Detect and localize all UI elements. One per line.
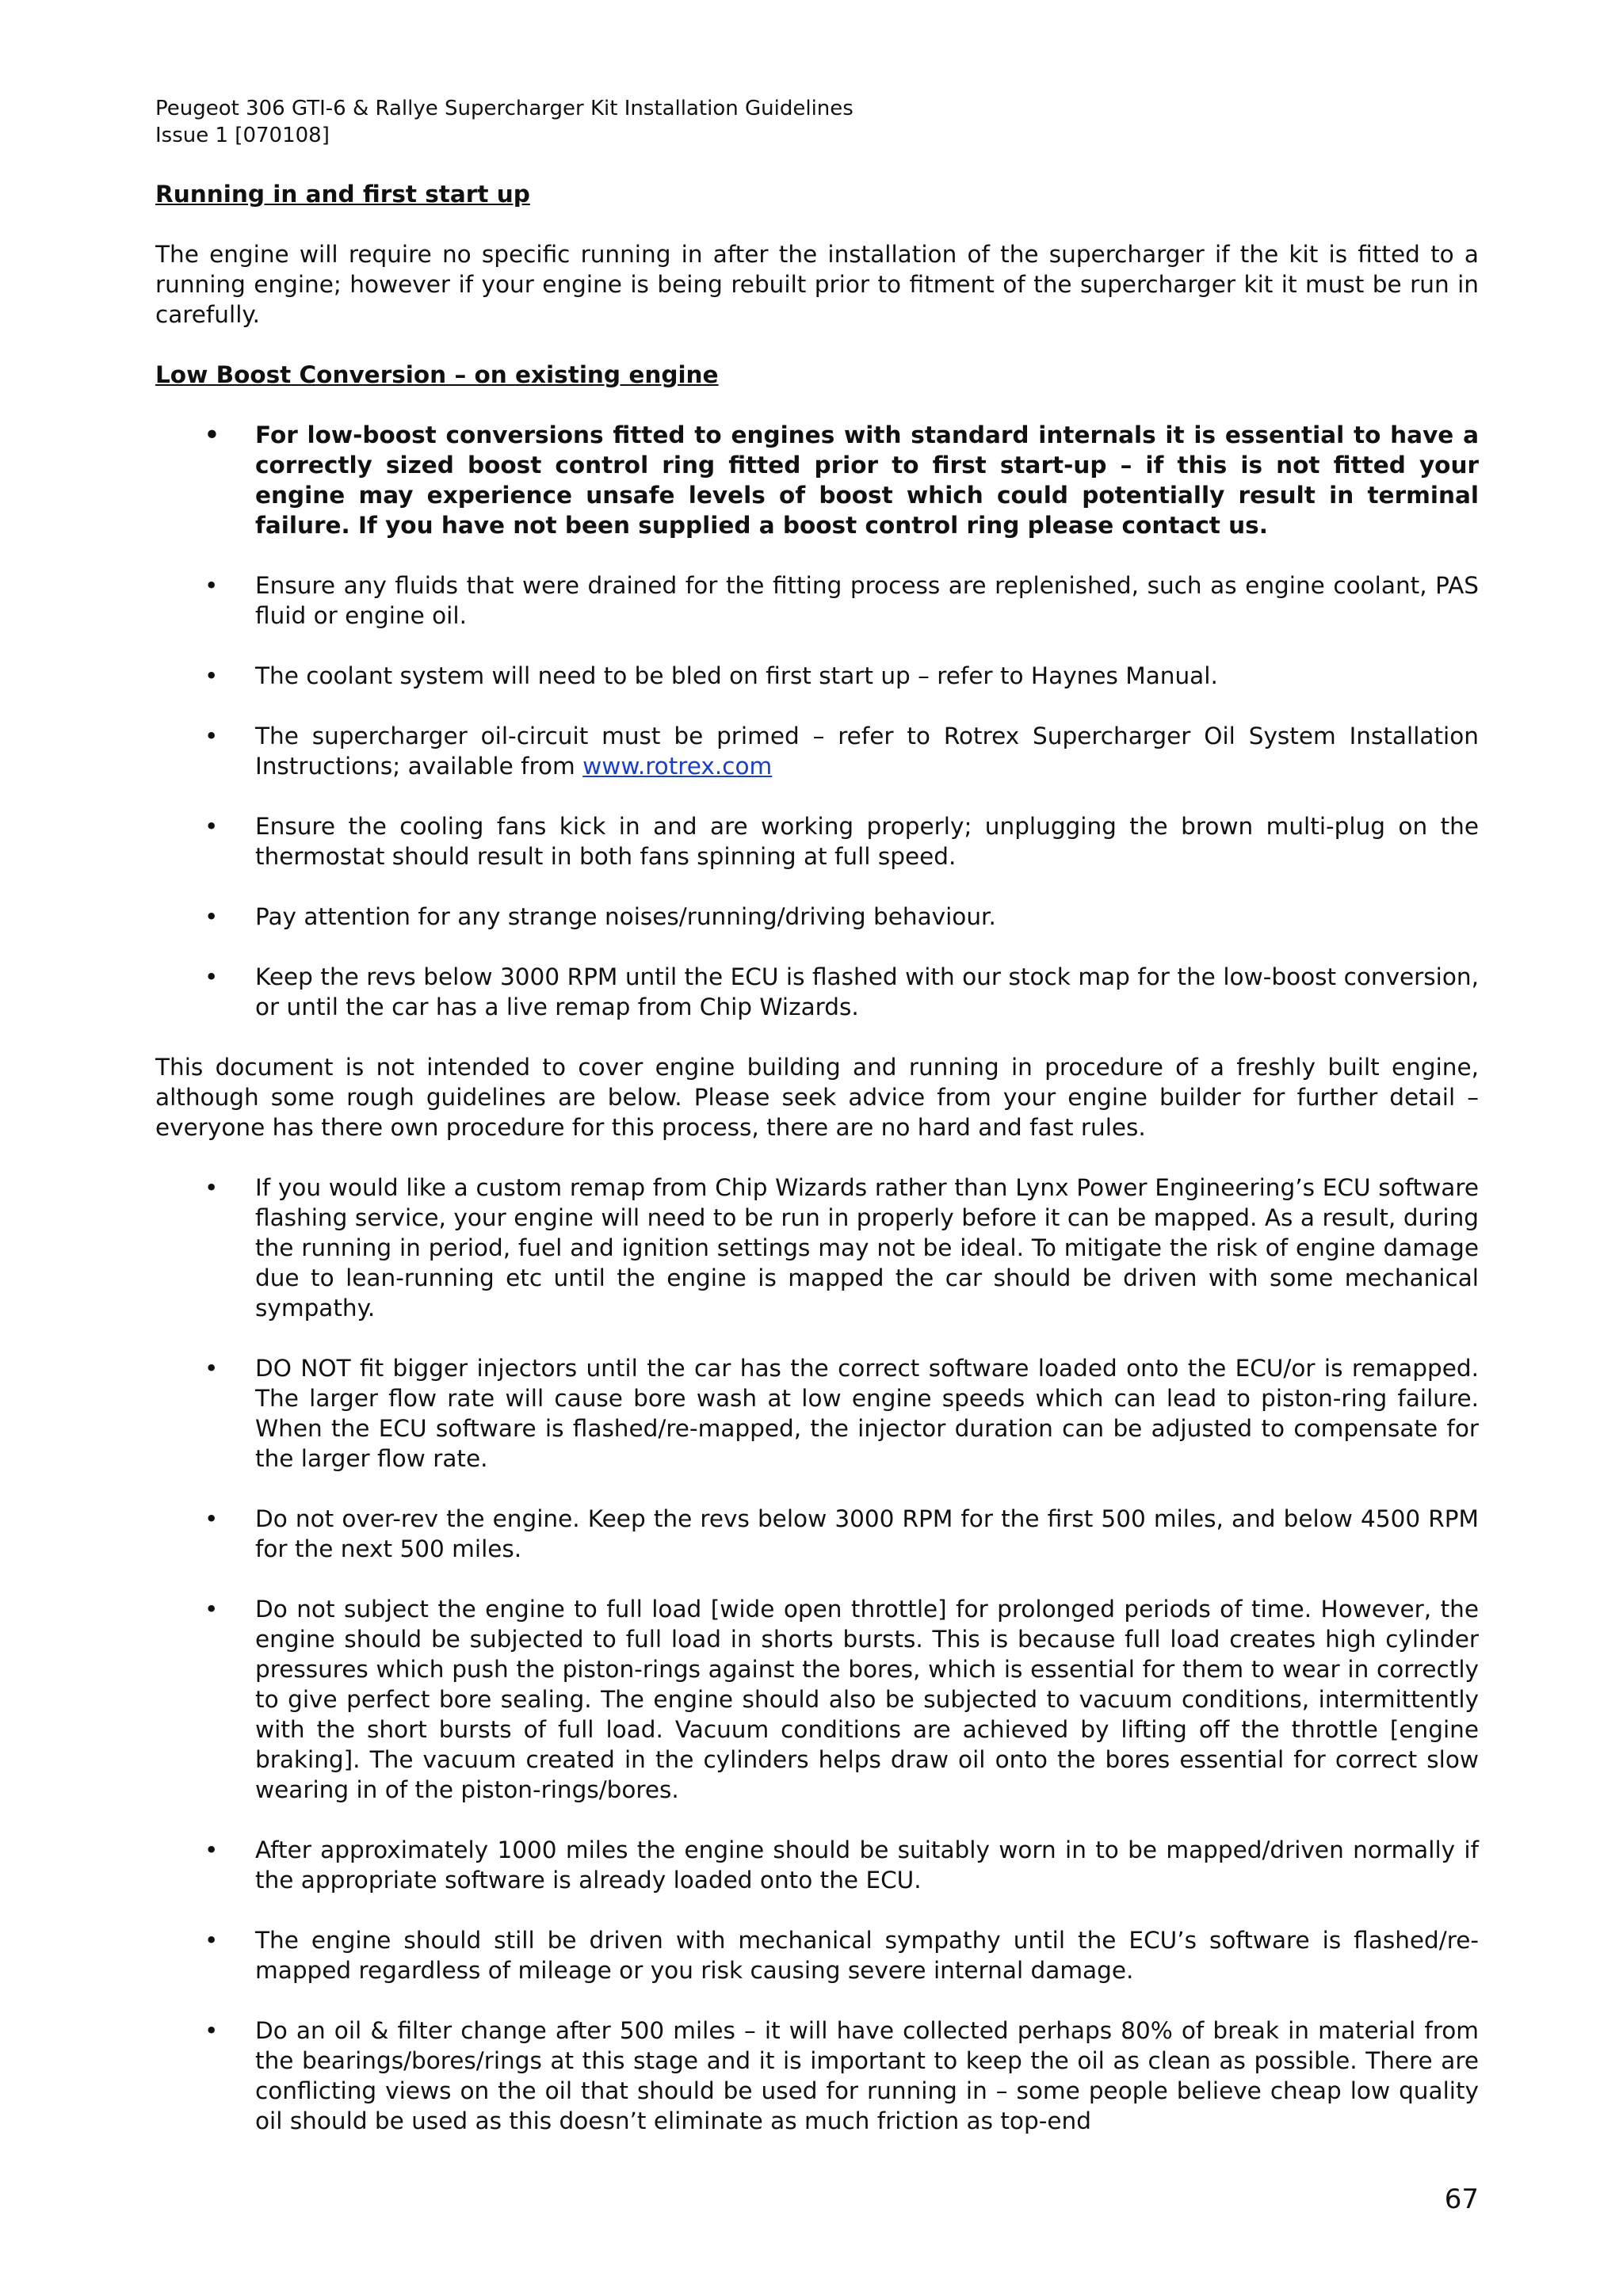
bullet-icon: •: [204, 903, 219, 930]
list-item-text: Do an oil & filter change after 500 miles – it will have collected perhaps 80% of break in material from the bearings/bores/rings at this stage and it is important to keep the oil as clean as possible. There are conflicting views on the oil that should be used for running in – some people believe cheap low quality oil should be used as this doesn’t eliminate as much friction as top-end: [255, 2017, 1479, 2134]
list-item-text: If you would like a custom remap from Chip Wizards rather than Lynx Power Engineering’s ECU software flashing service, your engine will need to be run in properly before it can be mapped. As a result, during the running in period, fuel and ignition settings may not be ideal. To mitigate the risk of engine damage due to lean-running etc until the engine is mapped the car should be driven with some mechanical sympathy.: [255, 1174, 1479, 1322]
heading-running-in: Running in and first start up: [155, 181, 530, 208]
bullet-icon: •: [204, 2017, 219, 2044]
bullet-icon: •: [204, 1174, 219, 1201]
list-item: [155, 1353, 1479, 1474]
list-item-text: Ensure any fluids that were drained for the fitting process are replenished, such as engine coolant, PAS fluid or engine oil.: [255, 572, 1479, 629]
bullet-icon: •: [204, 1927, 219, 1954]
bullet-icon: •: [204, 572, 219, 599]
bullet-icon: •: [204, 421, 220, 448]
document-title: Peugeot 306 GTI-6 & Rallye Supercharger Kit Installation Guidelines: [155, 97, 854, 120]
list-item: [155, 902, 1479, 932]
bullet-icon: •: [204, 723, 219, 749]
list-item-text: Do not subject the engine to full load [wide open throttle] for prolonged periods of time. However, the engine should be subjected to full load in shorts bursts. This is because full load creates high cylinder pressures which push the piston-rings against the bores, which is essential for them to wear in correctly to give perfect bore sealing. The engine should also be subjected to vacuum conditions, intermittently with the short bursts of full load. Vacuum conditions are achieved by lifting off the throttle [engine braking]. The vacuum created in the cylinders helps draw oil onto the bores essential for correct slow wearing in of the piston-rings/bores.: [255, 1596, 1479, 1803]
list-item-text: DO NOT fit bigger injectors until the car has the correct software loaded onto the ECU/or is remapped. The larger flow rate will cause bore wash at low engine speeds which can lead to piston-ring failure. When the ECU software is flashed/re-mapped, the injector duration can be adjusted to compensate for the larger flow rate.: [255, 1355, 1479, 1472]
list-item-text: The supercharger oil-circuit must be primed – refer to Rotrex Supercharger Oil System Installation Instructions; available from: [255, 723, 1479, 780]
page-number: 67: [1444, 2183, 1479, 2215]
list-item-text: For low-boost conversions fitted to engines with standard internals it is essential to have a correctly sized boost control ring fitted prior to first start-up – if this is not fitted your engine may experience unsafe levels of boost which could potentially result in terminal failure. If you have not been supplied a boost control ring please contact us.: [255, 421, 1479, 539]
running-in-bullet-list: [155, 1173, 1479, 2136]
document-issue: Issue 1 [070108]: [155, 124, 330, 147]
list-item: [155, 1594, 1479, 1805]
list-item: [155, 570, 1479, 631]
list-item-text: The engine should still be driven with mechanical sympathy until the ECU’s software is flashed/re-mapped regardless of mileage or you risk causing severe internal damage.: [255, 1927, 1479, 1984]
low-boost-bullet-list: [155, 420, 1479, 1022]
list-item-text: Keep the revs below 3000 RPM until the ECU is flashed with our stock map for the low-boost conversion, or until the car has a live remap from Chip Wizards.: [255, 963, 1479, 1020]
list-item-text: The coolant system will need to be bled on first start up – refer to Haynes Manual.: [255, 662, 1218, 689]
list-item: [155, 420, 1479, 540]
bullet-icon: •: [204, 963, 219, 990]
list-item: [155, 2016, 1479, 2136]
list-item: [155, 1925, 1479, 1985]
bullet-icon: •: [204, 1355, 219, 1382]
list-item: [155, 1173, 1479, 1323]
bullet-icon: •: [204, 1596, 219, 1623]
bullet-icon: •: [204, 1505, 219, 1532]
list-item: [155, 811, 1479, 871]
bullet-icon: •: [204, 813, 219, 840]
paragraph-procedure-note: This document is not intended to cover engine building and running in procedure of a freshly built engine, although some rough guidelines are below. Please seek advice from your engine builder for further detail – everyone has there own procedure for this process, there are no hard and fast rules.: [155, 1054, 1479, 1141]
list-item: [155, 661, 1479, 691]
paragraph-running-in: The engine will require no specific running in after the installation of the supercharger if the kit is fitted to a running engine; however if your engine is being rebuilt prior to fitment of the supercharger kit it must be run in carefully.: [155, 241, 1479, 328]
list-item-text: Ensure the cooling fans kick in and are working properly; unplugging the brown multi-plug on the thermostat should result in both fans spinning at full speed.: [255, 813, 1479, 870]
list-item: [155, 962, 1479, 1022]
document-page: [155, 95, 1479, 2166]
list-item-text: Do not over-rev the engine. Keep the revs below 3000 RPM for the first 500 miles, and below 4500 RPM for the next 500 miles.: [255, 1505, 1479, 1562]
heading-low-boost: Low Boost Conversion – on existing engine: [155, 361, 719, 388]
list-item-text: Pay attention for any strange noises/running/driving behaviour.: [255, 903, 996, 930]
list-item-text: After approximately 1000 miles the engine should be suitably worn in to be mapped/driven normally if the appropriate software is already loaded onto the ECU.: [255, 1836, 1479, 1894]
list-item: [155, 1504, 1479, 1564]
list-item: [155, 721, 1479, 781]
bullet-icon: •: [204, 1836, 219, 1863]
list-item: [155, 1835, 1479, 1895]
bullet-icon: •: [204, 662, 219, 689]
rotrex-link[interactable]: www.rotrex.com: [582, 753, 773, 780]
